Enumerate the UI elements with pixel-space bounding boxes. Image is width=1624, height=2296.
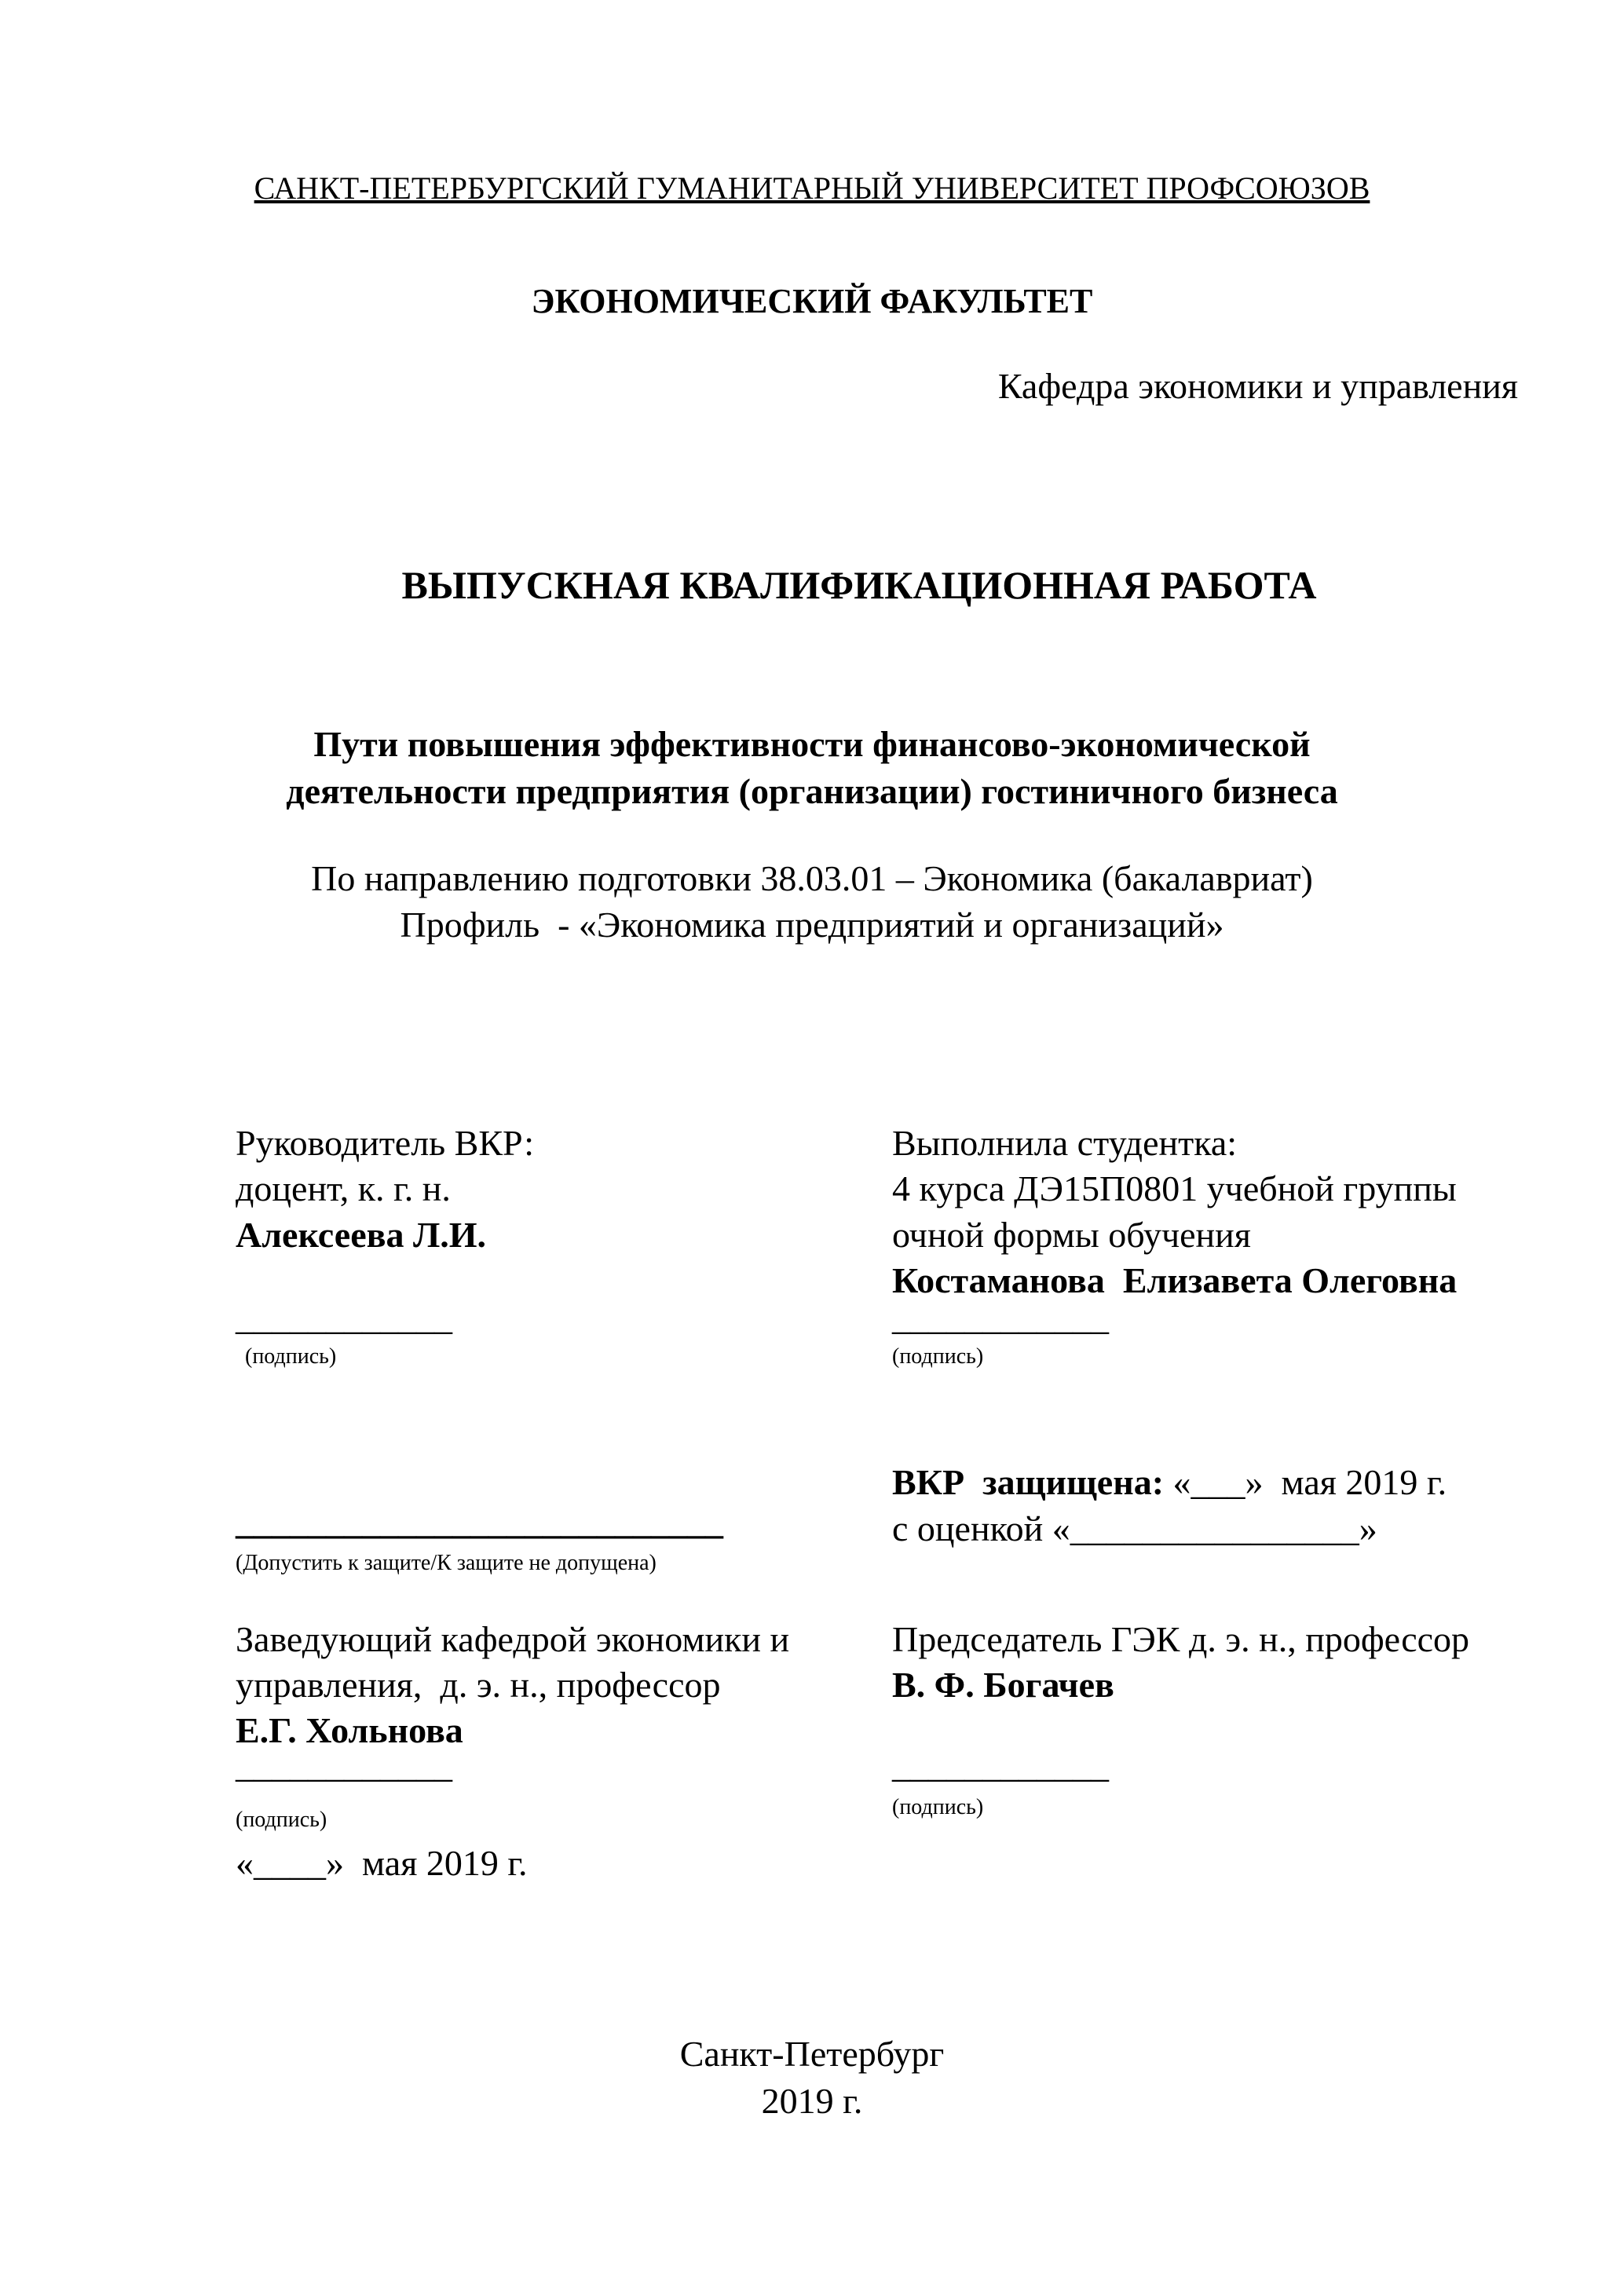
defense-label: ВКР защищена: (892, 1462, 1165, 1502)
department-name: Кафедра экономики и управления (997, 366, 1518, 406)
supervisor-signature-caption: (подпись) (245, 1344, 337, 1369)
footer-city: Санкт-Петербург (679, 2034, 945, 2074)
head-signature-line: ____________ (236, 1745, 452, 1785)
student-signature-caption: (подпись) (892, 1344, 984, 1369)
chair-title: Председатель ГЭК д. э. н., профессор (892, 1619, 1470, 1659)
student-group: 4 курса ДЭ15П0801 учебной группы (892, 1168, 1457, 1208)
chair-name: В. Ф. Богачев (892, 1665, 1114, 1705)
defense-status (892, 1462, 1447, 1503)
head-signature-caption: (подпись) (236, 1808, 327, 1832)
university-name: САНКТ-ПЕТЕРБУРГСКИЙ ГУМАНИТАРНЫЙ УНИВЕРСИТЕТ ПРОФСОЮЗОВ (254, 170, 1370, 206)
work-type-heading: ВЫПУСКНАЯ КВАЛИФИКАЦИОННАЯ РАБОТА (401, 563, 1317, 607)
supervisor-label: Руководитель ВКР: (236, 1123, 535, 1163)
defense-grade: с оценкой «________________» (892, 1508, 1377, 1548)
head-title-line1: Заведующий кафедрой экономики и (236, 1619, 790, 1659)
chair-signature-line: ____________ (892, 1745, 1109, 1785)
head-name: Е.Г. Хольнова (236, 1710, 463, 1750)
faculty-name: ЭКОНОМИЧЕСКИЙ ФАКУЛЬТЕТ (531, 282, 1093, 320)
student-study-form: очной формы обучения (892, 1215, 1251, 1255)
supervisor-signature-line: ____________ (236, 1297, 452, 1337)
supervisor-degree: доцент, к. г. н. (236, 1168, 451, 1208)
student-signature-line: ____________ (892, 1297, 1109, 1337)
profile-line: Профиль - «Экономика предприятий и организаций» (400, 905, 1224, 945)
head-date: «____» мая 2019 г. (236, 1843, 528, 1883)
admission-line: ___________________________ (236, 1501, 723, 1541)
admission-caption: (Допустить к защите/К защите не допущена) (236, 1551, 657, 1575)
footer-year: 2019 г. (761, 2081, 863, 2121)
direction-line: По направлению подготовки 38.03.01 – Экономика (бакалавриат) (311, 858, 1313, 898)
chair-signature-caption: (подпись) (892, 1795, 984, 1819)
supervisor-name: Алексеева Л.И. (236, 1215, 487, 1255)
head-title-line2: управления, д. э. н., профессор (236, 1665, 721, 1705)
student-name: Костаманова Елизавета Олеговна (892, 1260, 1458, 1300)
thesis-title-line1: Пути повышения эффективности финансово-экономической (313, 724, 1311, 764)
thesis-title-line2: деятельности предприятия (организации) гостиничного бизнеса (286, 771, 1338, 811)
student-label: Выполнила студентка: (892, 1123, 1238, 1163)
defense-date: «___» мая 2019 г. (1164, 1462, 1447, 1502)
